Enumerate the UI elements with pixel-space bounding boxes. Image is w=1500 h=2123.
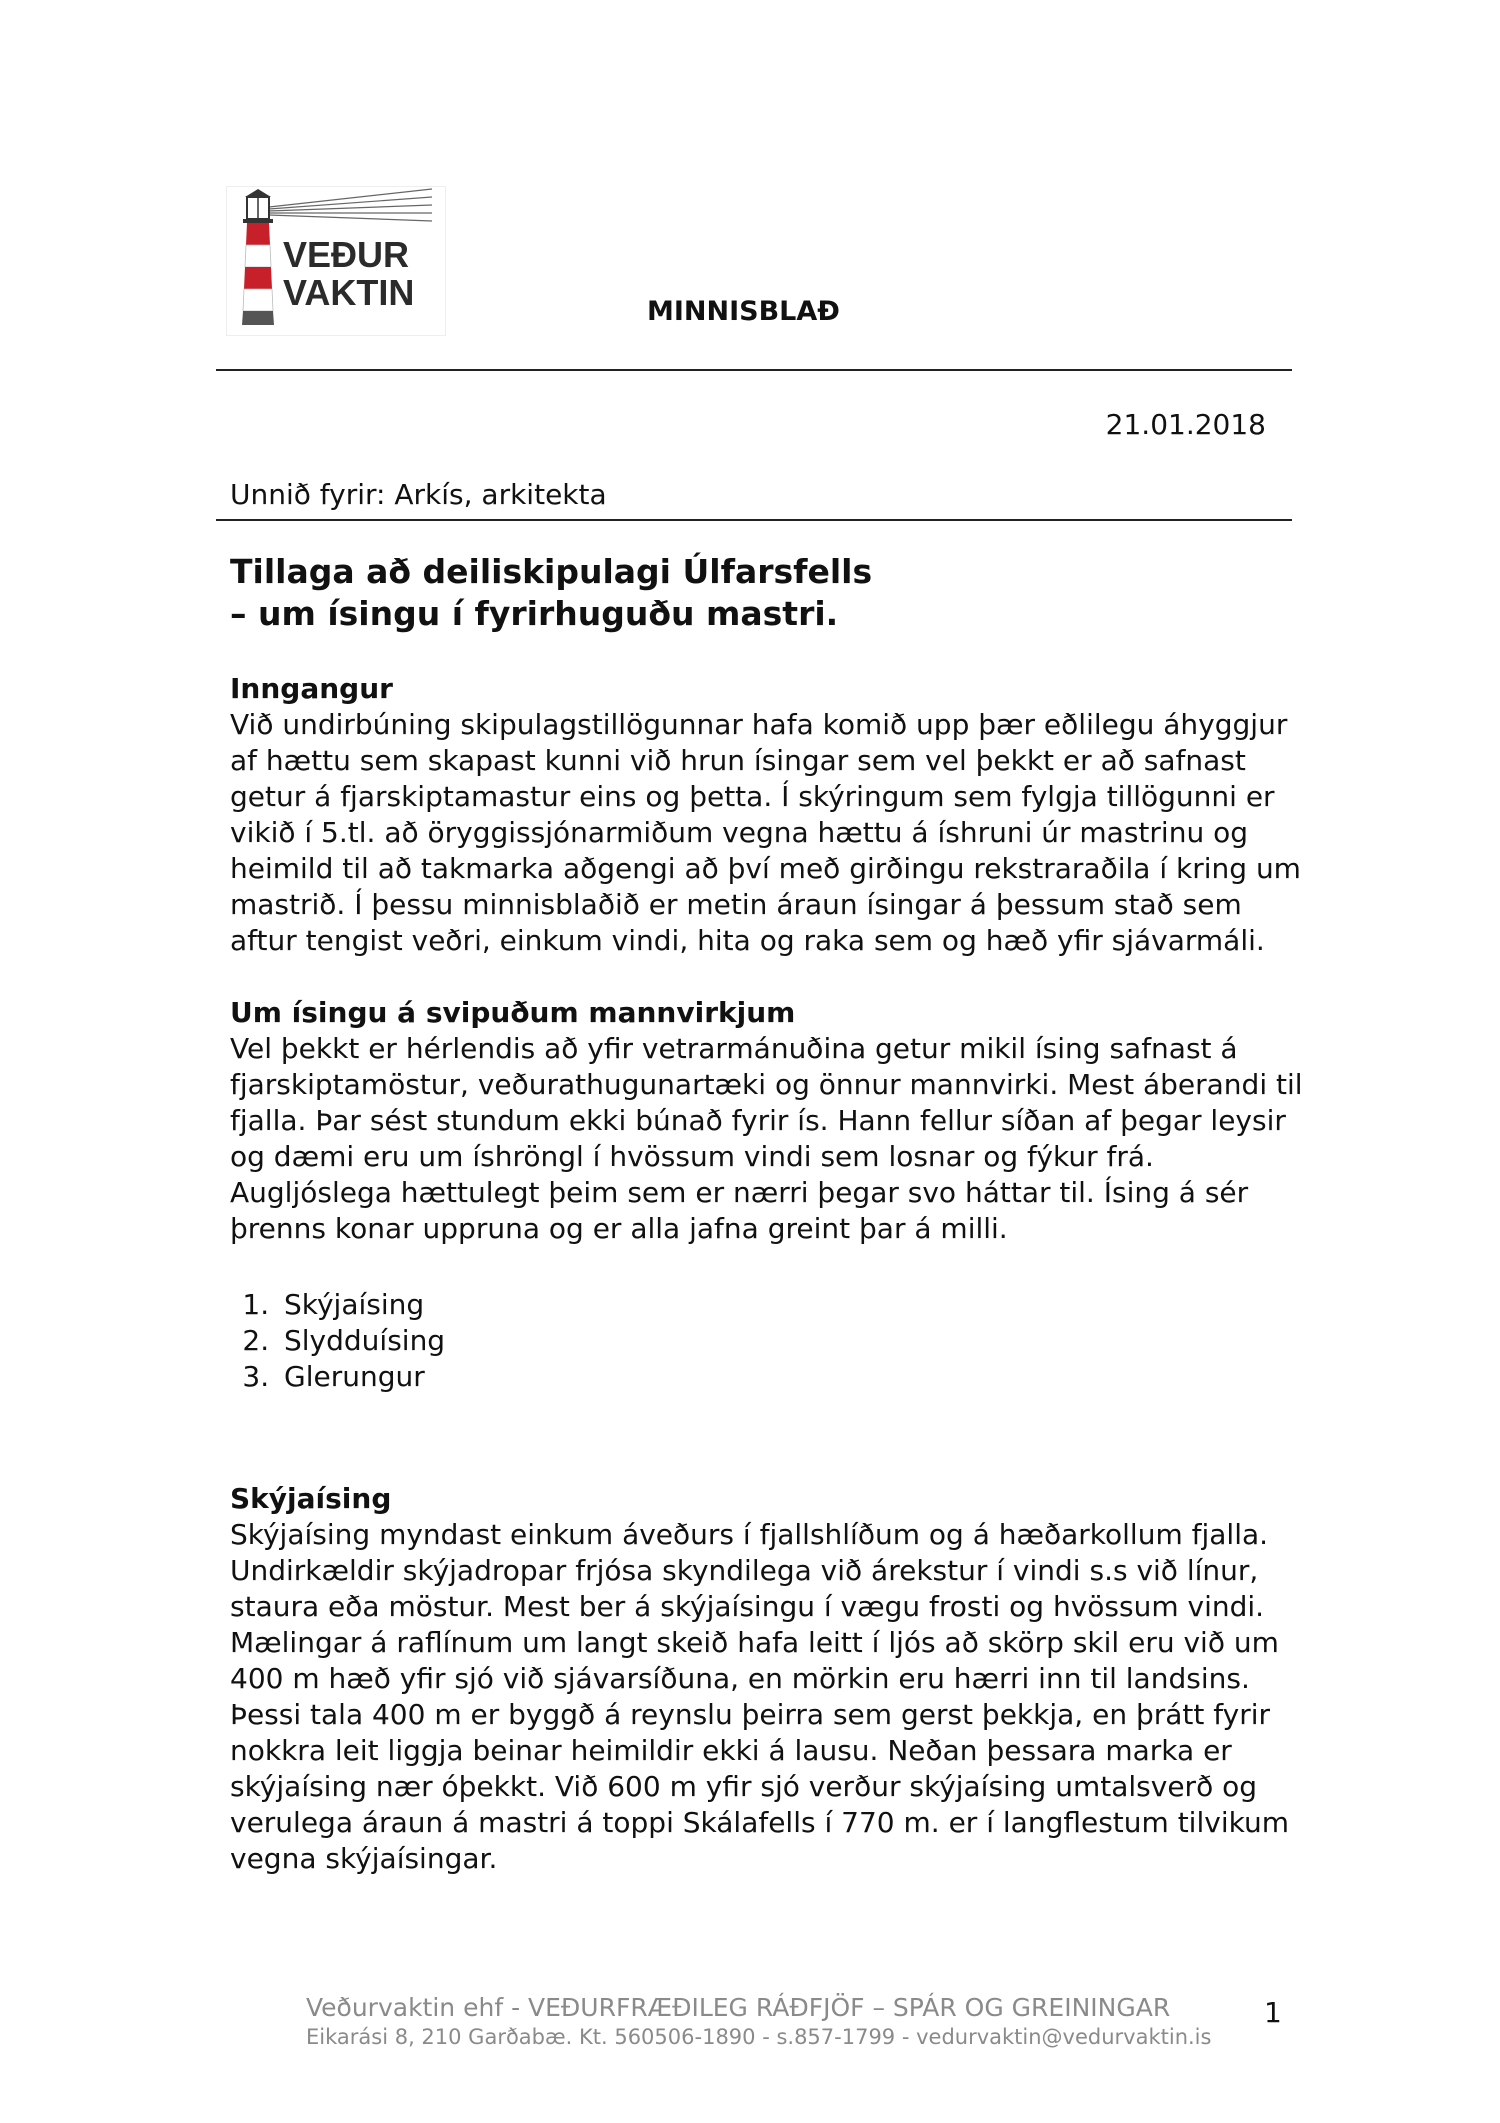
- page-number: 1: [1264, 1996, 1282, 2029]
- list-item: 3. Glerungur: [278, 1359, 1310, 1395]
- list-item: 1. Skýjaísing: [278, 1287, 1310, 1323]
- similar-paragraph: Vel þekkt er hérlendis að yfir vetrarmánuðina getur mikil ísing safnast á fjarskiptamöstur, veðurathugunartæki og önnur mannvirki. Mest áberandi til fjalla. Þar sést stundum ekki búnað fyrir ís. Hann fellur síðan af þegar leysir og dæmi eru um íshröngl í hvössum vindi sem losnar og fýkur frá. Augljóslega hættulegt þeim sem er nærri þegar svo háttar til. Ísing á sér þrenns konar uppruna og er alla jafna greint þar á milli.: [230, 1032, 1303, 1245]
- page-footer: [306, 1993, 1211, 2051]
- icing-types-list: [230, 1287, 1310, 1395]
- document-body: [230, 671, 1310, 1877]
- intro-paragraph: Við undirbúning skipulagstillögunnar hafa komið upp þær eðlilegu áhyggjur af hættu sem skapast kunni við hrun ísingar sem vel þekkt er að safnast getur á fjarskiptamastur eins og þetta. Í skýringum sem fylgja tillögunni er vikið í 5.tl. að öryggissjónarmiðum vegna hættu á íshruni úr mastrinu og heimild til að takmarka aðgengi að því með girðingu rekstraraðila í kring um mastrið. Í þessu minnisblaðið er metin áraun ísingar á þessum stað sem aftur tengist veðri, einkum vindi, hita og raka sem og hæð yfir sjávarmáli.: [230, 708, 1301, 957]
- cloud-icing-heading: Skýjaísing: [230, 1482, 392, 1515]
- logo-text-line1: VEÐUR: [283, 234, 410, 275]
- cloud-icing-paragraph: Skýjaísing myndast einkum áveðurs í fjallshlíðum og á hæðarkollum fjalla. Undirkældir skýjadropar frjósa skyndilega við árekstur í vindi s.s við línur, staura eða möstur. Mest ber á skýjaísingu í vægu frosti og hvössum vindi. Mælingar á raflínum um langt skeið hafa leitt í ljós að skörp skil eru við um 400 m hæð yfir sjó við sjávarsíðuna, en mörkin eru hærri inn til landsins. Þessi tala 400 m er byggð á reynslu þeirra sem gerst þekkja, en þrátt fyrir nokkra leit liggja beinar heimildir ekki á lausu. Neðan þessara marka er skýjaísing nær óþekkt. Við 600 m yfir sjó verður skýjaísing umtalsverð og verulega áraun á mastri á toppi Skálafells í 770 m. er í langflestum tilvikum vegna skýjaísingar.: [230, 1518, 1289, 1875]
- intro-heading: Inngangur: [230, 672, 393, 705]
- footer-contact: Eikarási 8, 210 Garðabæ. Kt. 560506-1890 - s.857-1799 - vedurvaktin@vedurvaktin.is: [306, 2025, 1212, 2049]
- title-divider: [216, 519, 1292, 521]
- logo-text-line2: VAKTIN: [283, 272, 415, 313]
- title-line2: – um ísingu í fyrirhuguðu mastri.: [230, 594, 839, 633]
- memo-label: MINNISBLAÐ: [647, 296, 840, 327]
- header-divider: [216, 369, 1292, 371]
- title-line1: Tillaga að deiliskipulagi Úlfarsfells: [230, 552, 873, 591]
- document-title: [230, 551, 872, 635]
- prepared-for: Unnið fyrir: Arkís, arkitekta: [230, 478, 607, 511]
- similar-heading: Um ísingu á svipuðum mannvirkjum: [230, 996, 796, 1029]
- footer-company: Veðurvaktin ehf - VEÐURFRÆÐILEG RÁÐFJÖF – SPÁR OG GREININGAR: [306, 1993, 1171, 2022]
- company-logo: [226, 186, 446, 336]
- document-date: 21.01.2018: [1105, 408, 1266, 441]
- list-item: 2. Slydduísing: [278, 1323, 1310, 1359]
